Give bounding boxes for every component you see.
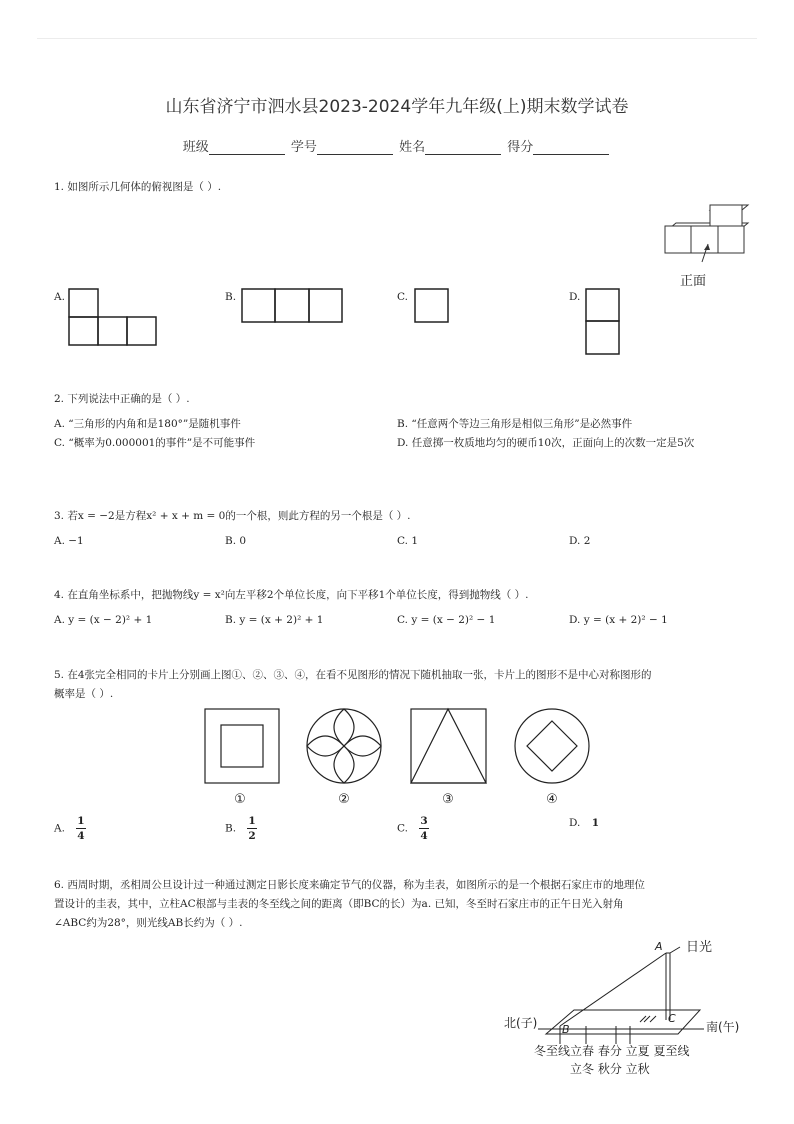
field-score-blank[interactable] — [533, 142, 609, 155]
q6-north-label: 北(子) — [504, 1016, 538, 1030]
q5-fig3-triangle — [411, 709, 486, 783]
q4-option-c[interactable]: C. y = (x − 2)² − 1 — [397, 614, 496, 626]
q6-stem-line1: 6. 西周时期，丞相周公旦设计过一种通过测定日影长度来确定节气的仪器，称为圭表，如图所示的是一个根据石家庄市的地理位 — [54, 879, 645, 891]
q1-option-a-figure — [68, 288, 158, 348]
q2-option-c[interactable]: C. “概率为0.000001的事件”是不可能事件 — [54, 437, 256, 449]
q5-fig4-label: ④ — [546, 792, 558, 807]
q1-option-d-figure — [585, 288, 621, 356]
q5-option-d-prefix: D. — [569, 817, 581, 829]
q5-option-a-denominator: 4 — [77, 830, 85, 842]
q5-option-a-numerator: 1 — [77, 815, 85, 827]
q5-option-c-prefix: C. — [397, 822, 408, 835]
q5-option-d[interactable] — [569, 815, 599, 832]
q1-option-a-label[interactable]: A. — [54, 291, 65, 303]
field-name-blank[interactable] — [425, 142, 501, 155]
q5-fig4-diamond — [527, 721, 577, 771]
q6-stem-line3: ∠ABC约为28°，则光线AB长约为（ ）. — [54, 917, 243, 929]
q6-sunlight-label: 日光 — [686, 940, 713, 955]
q5-option-a-prefix: A. — [54, 822, 65, 835]
field-number-blank[interactable] — [317, 142, 393, 155]
q3-option-d[interactable]: D. 2 — [569, 535, 591, 547]
top-rule — [37, 38, 757, 39]
q5-fig4-circle — [515, 709, 589, 783]
q1-option-c-figure — [414, 288, 450, 324]
q5-stem-line1: 5. 在4张完全相同的卡片上分别画上图①、②、③、④，在看不见图形的情况下随机抽取一张，卡片上的图形不是中心对称图形的 — [54, 669, 652, 681]
q6-gnomon-figure — [500, 938, 770, 1078]
q5-option-d-value: 1 — [591, 817, 600, 829]
student-info-line — [0, 136, 794, 155]
q6-south-label: 南(午) — [706, 1020, 740, 1034]
q5-stem-line2: 概率是（ ）. — [54, 688, 114, 700]
q5-fig1-label: ① — [234, 792, 246, 807]
q5-fig1-outer-square — [205, 709, 279, 783]
q4-option-d[interactable]: D. y = (x + 2)² − 1 — [569, 614, 668, 626]
q1-stem: 1. 如图所示几何体的俯视图是（ ）. — [54, 181, 222, 193]
q5-option-c-numerator: 3 — [420, 815, 428, 827]
q3-option-c[interactable]: C. 1 — [397, 535, 419, 547]
q1-option-b-figure — [241, 288, 345, 324]
page-title: 山东省济宁市泗水县2023-2024学年九年级(上)期末数学试卷 — [165, 97, 629, 117]
q3-option-b[interactable]: B. 0 — [225, 535, 247, 547]
q3-stem: 3. 若x = −2是方程x² + x + m = 0的一个根，则此方程的另一个根是（ ）. — [54, 510, 411, 522]
q4-option-b[interactable]: B. y = (x + 2)² + 1 — [225, 614, 324, 626]
q5-option-b-denominator: 2 — [248, 830, 256, 842]
q5-option-b[interactable] — [225, 814, 257, 843]
q4-option-a[interactable]: A. y = (x − 2)² + 1 — [54, 614, 153, 626]
q5-option-c[interactable] — [397, 814, 429, 843]
q5-option-b-numerator: 1 — [248, 815, 256, 827]
q1-option-d-label[interactable]: D. — [569, 291, 581, 303]
q4-stem: 4. 在直角坐标系中，把抛物线y = x²向左平移2个单位长度，向下平移1个单位长度，得到抛物线（ ）. — [54, 589, 529, 601]
q5-figures — [200, 706, 600, 812]
q1-option-c-label[interactable]: C. — [397, 291, 408, 303]
q5-option-b-prefix: B. — [225, 822, 237, 835]
q5-fig1-inner-square — [221, 725, 263, 767]
field-number-label: 学号 — [290, 140, 317, 155]
q6-solar-terms-row1: 冬至线立春 春分 立夏 夏至线 — [534, 1044, 690, 1058]
q6-solar-terms-row2: 立冬 秋分 立秋 — [570, 1062, 650, 1076]
q2-stem: 2. 下列说法中正确的是（ ）. — [54, 393, 190, 405]
field-score-label: 得分 — [507, 140, 534, 155]
q2-option-d[interactable]: D. 任意掷一枚质地均匀的硬币10次，正面向上的次数一定是5次 — [397, 437, 695, 449]
q5-option-c-denominator: 4 — [420, 830, 428, 842]
field-class-blank[interactable] — [209, 142, 285, 155]
q5-fig3-label: ③ — [442, 792, 454, 807]
q2-option-b[interactable]: B. “任意两个等边三角形是相似三角形”是必然事件 — [397, 418, 633, 430]
q6-point-a: A — [655, 940, 663, 953]
q6-point-c: C — [668, 1012, 676, 1025]
field-class-label: 班级 — [182, 140, 209, 155]
q5-fig3-square — [411, 709, 486, 783]
q5-option-a[interactable] — [54, 814, 86, 843]
q2-option-a[interactable]: A. “三角形的内角和是180°”是随机事件 — [54, 418, 241, 430]
q1-solid-figure — [662, 202, 746, 292]
field-name-label: 姓名 — [399, 140, 426, 155]
q1-option-b-label[interactable]: B. — [225, 291, 237, 303]
q6-stem-line2: 置设计的圭表，其中，立柱AC根部与圭表的冬至线之间的距离（即BC的长）为a. 已知，冬至时石家庄市的正午日光入射角 — [54, 898, 624, 910]
q3-option-a[interactable]: A. −1 — [54, 535, 84, 547]
q1-front-label: 正面 — [680, 274, 707, 289]
q6-point-b: B — [562, 1023, 570, 1036]
q5-fig2-label: ② — [338, 792, 350, 807]
